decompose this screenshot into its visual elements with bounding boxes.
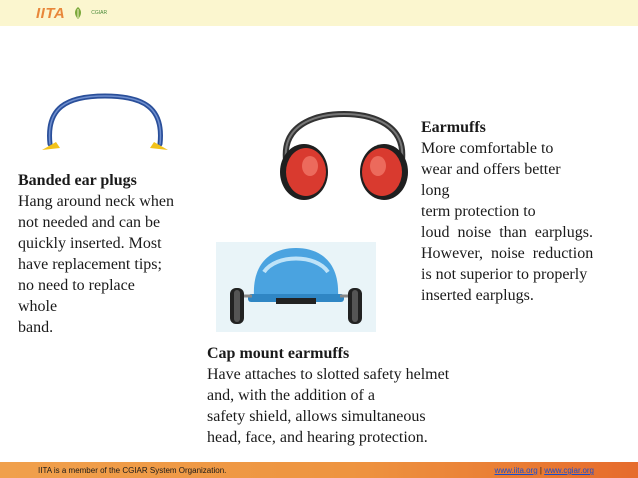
banded-line: not needed and can be — [18, 214, 161, 231]
earmuffs-line: inserted earplugs. — [421, 287, 534, 304]
earmuffs-line: is not superior to properly — [421, 266, 588, 283]
banded-ear-plugs-image — [36, 88, 174, 158]
top-bar — [0, 0, 638, 26]
earmuffs-line: loud noise than earplugs. — [421, 224, 593, 241]
capmount-line: Have attaches to slotted safety helmet — [207, 366, 450, 383]
capmount-heading: Cap mount earmuffs — [207, 345, 350, 362]
banded-heading: Banded ear plugs — [18, 172, 137, 189]
cgiar-website-link[interactable]: www.cgiar.org — [544, 466, 594, 475]
footer-links — [495, 466, 594, 475]
earmuffs-line: wear and offers better — [421, 161, 561, 178]
banded-line: have replacement tips; — [18, 256, 162, 273]
footer-bar — [0, 462, 638, 478]
earmuffs-line: long — [421, 182, 450, 199]
earmuffs-heading: Earmuffs — [421, 119, 486, 136]
iita-logo — [36, 3, 107, 23]
banded-line: whole — [18, 298, 58, 315]
capmount-line: and, with the addition of a — [207, 387, 375, 404]
iita-website-link[interactable]: www.iita.org — [494, 466, 538, 475]
earmuffs-text — [421, 117, 611, 306]
cgiar-leaf-icon — [71, 6, 85, 20]
cap-mount-earmuffs-image — [216, 242, 376, 332]
cgiar-label: CGIAR — [91, 9, 108, 16]
footer-link-separator: | — [537, 466, 545, 475]
cap-mount-earmuffs-text — [207, 343, 487, 448]
logo-text: IITA — [36, 4, 66, 22]
earmuffs-line: More comfortable to — [421, 140, 554, 157]
capmount-line: safety shield, allows simultaneous — [207, 408, 426, 425]
banded-ear-plugs-text — [18, 170, 198, 338]
capmount-line: head, face, and hearing protection. — [207, 429, 428, 446]
banded-line: quickly inserted. Most — [18, 235, 162, 252]
banded-line: Hang around neck when — [18, 193, 174, 210]
footer-member-text: IITA is a member of the CGIAR System Organization. — [38, 466, 227, 475]
earmuffs-line: However, noise reduction — [421, 245, 594, 262]
earmuffs-line: term protection to — [421, 203, 536, 220]
banded-line: band. — [18, 319, 54, 336]
earmuffs-image — [264, 110, 424, 205]
banded-line: no need to replace — [18, 277, 135, 294]
